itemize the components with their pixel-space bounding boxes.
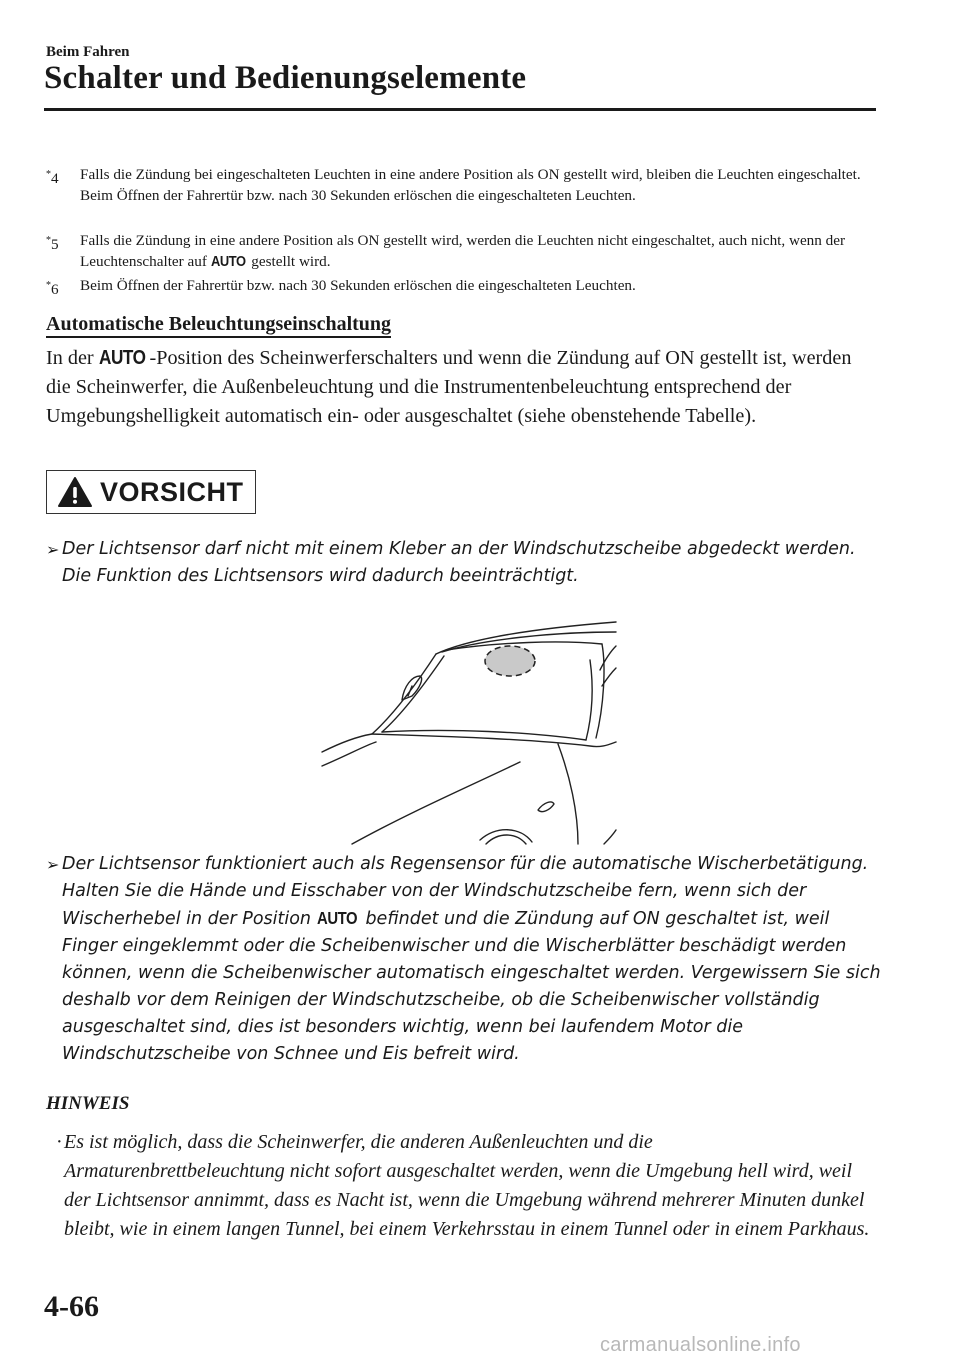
footnote-6 — [46, 275, 876, 296]
caution-box — [46, 470, 256, 514]
page-title: Schalter und Bedienungselemente — [44, 60, 527, 96]
footnote-text: Beim Öffnen der Fahrertür bzw. nach 30 Sekunden erlöschen die eingeschalteten Leuchten. — [80, 277, 636, 294]
arrow-bullet-icon: ➢ — [46, 855, 60, 874]
page-number: 4-66 — [44, 1290, 99, 1323]
footnote-marker: *6 — [46, 280, 59, 298]
note-item — [46, 1128, 876, 1244]
caution-item-2 — [46, 851, 886, 1068]
caution-text: Der Lichtsensor darf nicht mit einem Kleber an der Windschutzscheibe abgedeckt werden. Die Funktion des Lichtsensors wird dadurch beeinträchtigt. — [62, 539, 856, 586]
section-label: Beim Fahren — [46, 44, 130, 60]
warning-triangle-icon — [57, 476, 93, 508]
footnote-text: Falls die Zündung bei eingeschalteten Leuchten in eine andere Position als ON gestellt wird, bleiben die Leuchten eingeschaltet. — [80, 166, 861, 183]
footnote-text-2: Beim Öffnen der Fahrertür bzw. nach 30 Sekunden erlöschen die eingeschalteten Leuchten. — [80, 187, 636, 204]
footnote-marker: *5 — [46, 235, 59, 253]
auto-symbol: AUTO — [210, 253, 246, 270]
arrow-bullet-icon: ➢ — [46, 540, 60, 559]
auto-symbol: AUTO — [316, 908, 357, 928]
footnote-5 — [46, 230, 876, 272]
footnote-marker: *4 — [46, 169, 59, 187]
auto-symbol: AUTO — [98, 347, 146, 369]
section-body: In der AUTO -Position des Scheinwerferschalters und wenn die Zündung auf ON gestellt ist, werden die Scheinwerfer, die Außenbeleuchtung und die Instrumentenbeleuchtung entsprechend der Umgebungshelligkeit automatisch ein- oder ausgeschaltet (siehe obenstehende Tabelle). — [46, 344, 876, 431]
light-sensor-marker — [485, 646, 535, 676]
watermark: carmanualsonline.info — [600, 1334, 801, 1356]
section-heading: Automatische Beleuchtungseinschaltung — [46, 312, 391, 338]
caution-text: Der Lichtsensor funktioniert auch als Regensensor für die automatische Wischerbetätigung. Halten Sie die Hände und Eisschaber von der Windschutzscheibe fern, wenn sich der Wischerhebel in der Position AUTO befindet und die Zündung auf ON geschaltet ist, weil Finger eingeklemmt oder die Scheibenwischer und die Wischerblätter beschädigt werden können, wenn die Scheibenwischer automatisch eingeschaltet werden. Vergewissern Sie sich deshalb vor dem Reinigen der Windschutzscheibe, ob die Scheibenwischer vollständig ausgeschaltet sind, dies ist besonders wichtig, wenn bei laufendem Motor die Windschutzscheibe von Schnee und Eis befreit wird. — [62, 854, 881, 1064]
caution-item-1 — [46, 536, 886, 590]
title-divider — [44, 108, 876, 111]
note-heading: HINWEIS — [46, 1093, 130, 1114]
caution-label: VORSICHT — [100, 476, 244, 507]
footnote-text: Falls die Zündung in eine andere Position als ON gestellt wird, werden die Leuchten nicht eingeschaltet, auch nicht, wenn der Leuchtenschalter auf AUTO gestellt wird. — [80, 232, 846, 270]
bullet-icon: · — [56, 1131, 63, 1153]
note-text: Es ist möglich, dass die Scheinwerfer, die anderen Außenleuchten und die Armaturenbrettbeleuchtung nicht sofort ausgeschaltet werden, wenn die Umgebung hell wird, weil der Lichtsensor annimmt, dass es Nacht ist, wenn die Umgebung während mehrerer Minuten dunkel bleibt, wie in einem langen Tunnel, bei einem Verkehrsstau in einem Tunnel oder in einem Parkhaus. — [64, 1131, 870, 1240]
car-windshield-illustration — [320, 616, 620, 848]
footnote-4 — [46, 164, 876, 206]
